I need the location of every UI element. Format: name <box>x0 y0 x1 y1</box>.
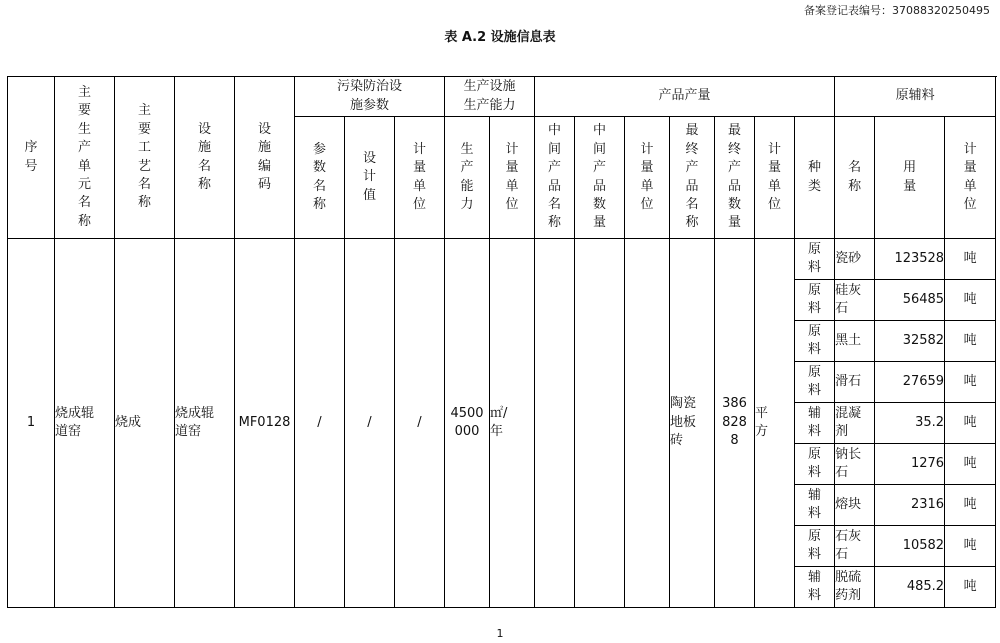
cell-capacity-unit: ㎡/年 <box>490 239 535 608</box>
header-final-product-unit: 计量单位 <box>755 117 795 239</box>
cell-capacity: 4500000 <box>445 239 490 608</box>
header-capacity-unit: 计量单位 <box>490 117 535 239</box>
material-kind: 原料 <box>795 239 835 280</box>
material-name: 钠长石 <box>835 444 875 485</box>
header-unit-name: 主要生产单元名称 <box>55 77 115 239</box>
header-design-value: 设计值 <box>345 117 395 239</box>
material-unit: 吨 <box>945 526 996 567</box>
material-kind: 原料 <box>795 280 835 321</box>
material-unit: 吨 <box>945 403 996 444</box>
material-amount: 1276 <box>875 444 945 485</box>
header-mat-amount: 用量 <box>875 117 945 239</box>
material-kind: 原料 <box>795 444 835 485</box>
cell-final-product-name: 陶瓷地板砖 <box>670 239 715 608</box>
material-amount: 2316 <box>875 485 945 526</box>
material-amount: 485.2 <box>875 567 945 608</box>
material-amount: 32582 <box>875 321 945 362</box>
header-mid-product-name: 中间产品名称 <box>535 117 575 239</box>
material-kind: 辅料 <box>795 485 835 526</box>
cell-facility-code: MF0128 <box>235 239 295 608</box>
material-name: 黑土 <box>835 321 875 362</box>
header-param-unit: 计量单位 <box>395 117 445 239</box>
material-unit: 吨 <box>945 239 996 280</box>
material-name: 熔块 <box>835 485 875 526</box>
material-amount: 27659 <box>875 362 945 403</box>
header-final-product-qty: 最终产品数量 <box>715 117 755 239</box>
cell-seq: 1 <box>8 239 55 608</box>
material-unit: 吨 <box>945 567 996 608</box>
material-amount: 123528 <box>875 239 945 280</box>
cell-design-value: / <box>345 239 395 608</box>
cell-mid-product-qty <box>575 239 625 608</box>
header-final-product-name: 最终产品名称 <box>670 117 715 239</box>
material-unit: 吨 <box>945 444 996 485</box>
header-product-output: 产品产量 <box>535 77 835 117</box>
material-name: 滑石 <box>835 362 875 403</box>
cell-final-product-unit: 平方 <box>755 239 795 608</box>
header-param-name: 参数名称 <box>295 117 345 239</box>
cell-unit-name: 烧成辊道窑 <box>55 239 115 608</box>
material-name: 脱硫药剂 <box>835 567 875 608</box>
cell-mid-product-unit <box>625 239 670 608</box>
cell-param-unit: / <box>395 239 445 608</box>
material-kind: 辅料 <box>795 403 835 444</box>
header-capacity: 生产能力 <box>445 117 490 239</box>
header-mid-product-unit: 计量单位 <box>625 117 670 239</box>
header-capacity-group: 生产设施生产能力 <box>445 77 535 117</box>
table-title: 表 A.2 设施信息表 <box>444 30 556 45</box>
header-mat-kind: 种类 <box>795 117 835 239</box>
material-unit: 吨 <box>945 485 996 526</box>
registration-number: 备案登记表编号：37088320250495 <box>804 4 990 17</box>
material-name: 硅灰石 <box>835 280 875 321</box>
header-facility-code: 设施编码 <box>235 77 295 239</box>
material-amount: 56485 <box>875 280 945 321</box>
material-amount: 10582 <box>875 526 945 567</box>
header-pollution-params: 污染防治设施参数 <box>295 77 445 117</box>
cell-param-name: / <box>295 239 345 608</box>
material-kind: 原料 <box>795 362 835 403</box>
material-kind: 原料 <box>795 321 835 362</box>
header-facility-name: 设施名称 <box>175 77 235 239</box>
material-kind: 原料 <box>795 526 835 567</box>
header-process: 主要工艺名称 <box>115 77 175 239</box>
material-kind: 辅料 <box>795 567 835 608</box>
cell-mid-product-name <box>535 239 575 608</box>
page-number: 1 <box>496 627 504 640</box>
header-mat-name: 名称 <box>835 117 875 239</box>
material-unit: 吨 <box>945 362 996 403</box>
header-mat-unit: 计量单位 <box>945 117 996 239</box>
material-unit: 吨 <box>945 280 996 321</box>
cell-process: 烧成 <box>115 239 175 608</box>
material-amount: 35.2 <box>875 403 945 444</box>
header-mid-product-qty: 中间产品数量 <box>575 117 625 239</box>
material-name: 瓷砂 <box>835 239 875 280</box>
material-unit: 吨 <box>945 321 996 362</box>
cell-final-product-qty: 3868288 <box>715 239 755 608</box>
material-name: 混凝剂 <box>835 403 875 444</box>
header-seq: 序号 <box>8 77 55 239</box>
facility-info-table <box>7 76 996 608</box>
material-name: 石灰石 <box>835 526 875 567</box>
cell-facility-name: 烧成辊道窑 <box>175 239 235 608</box>
header-raw-materials: 原辅料 <box>835 77 996 117</box>
